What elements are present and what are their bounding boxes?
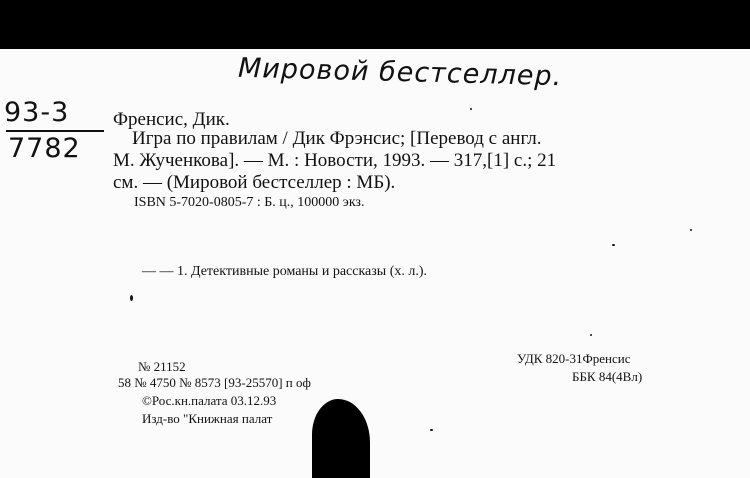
card-number: № 21152: [138, 359, 186, 374]
entry-line-3: см. — (Мировой бестселлер : МБ).: [113, 172, 396, 193]
handwritten-series-note: Мировой бестселлер.: [237, 52, 563, 93]
scan-speck: [612, 244, 615, 246]
entry-line-2: М. Жученкова]. — М. : Новости, 1993. — 317,[1] с.; 21: [113, 150, 557, 171]
scan-speck: [470, 108, 472, 110]
book-chamber-line: ©Рос.кн.палата 03.12.93: [142, 393, 277, 408]
record-line: 58 № 4750 № 8573 [93-25570] п оф: [118, 375, 311, 390]
handwritten-shelf-mark-bottom: 7782: [8, 133, 81, 164]
udk-code: УДК 820-31Френсис: [517, 351, 631, 366]
ink-blot: [312, 399, 370, 478]
publisher-line: Изд-во "Книжная палат: [142, 411, 273, 426]
catalog-card: [0, 49, 750, 478]
scan-speck: [430, 429, 433, 431]
scan-speck: [130, 295, 133, 301]
entry-line-1: Игра по правилам / Дик Фрэнсис; [Перевод с англ.: [132, 128, 542, 149]
subject-heading: — — 1. Детективные романы и рассказы (х. л.).: [142, 264, 428, 279]
bbk-code: ББК 84(4Вл): [572, 369, 643, 384]
shelf-mark-divider: [6, 130, 104, 132]
entry-heading: Френсис, Дик.: [113, 109, 230, 130]
scan-speck: [590, 334, 592, 336]
isbn-line: ISBN 5-7020-0805-7 : Б. ц., 100000 экз.: [134, 195, 365, 210]
scan-speck: [690, 229, 692, 231]
handwritten-shelf-mark-top: 93-3: [4, 97, 70, 128]
